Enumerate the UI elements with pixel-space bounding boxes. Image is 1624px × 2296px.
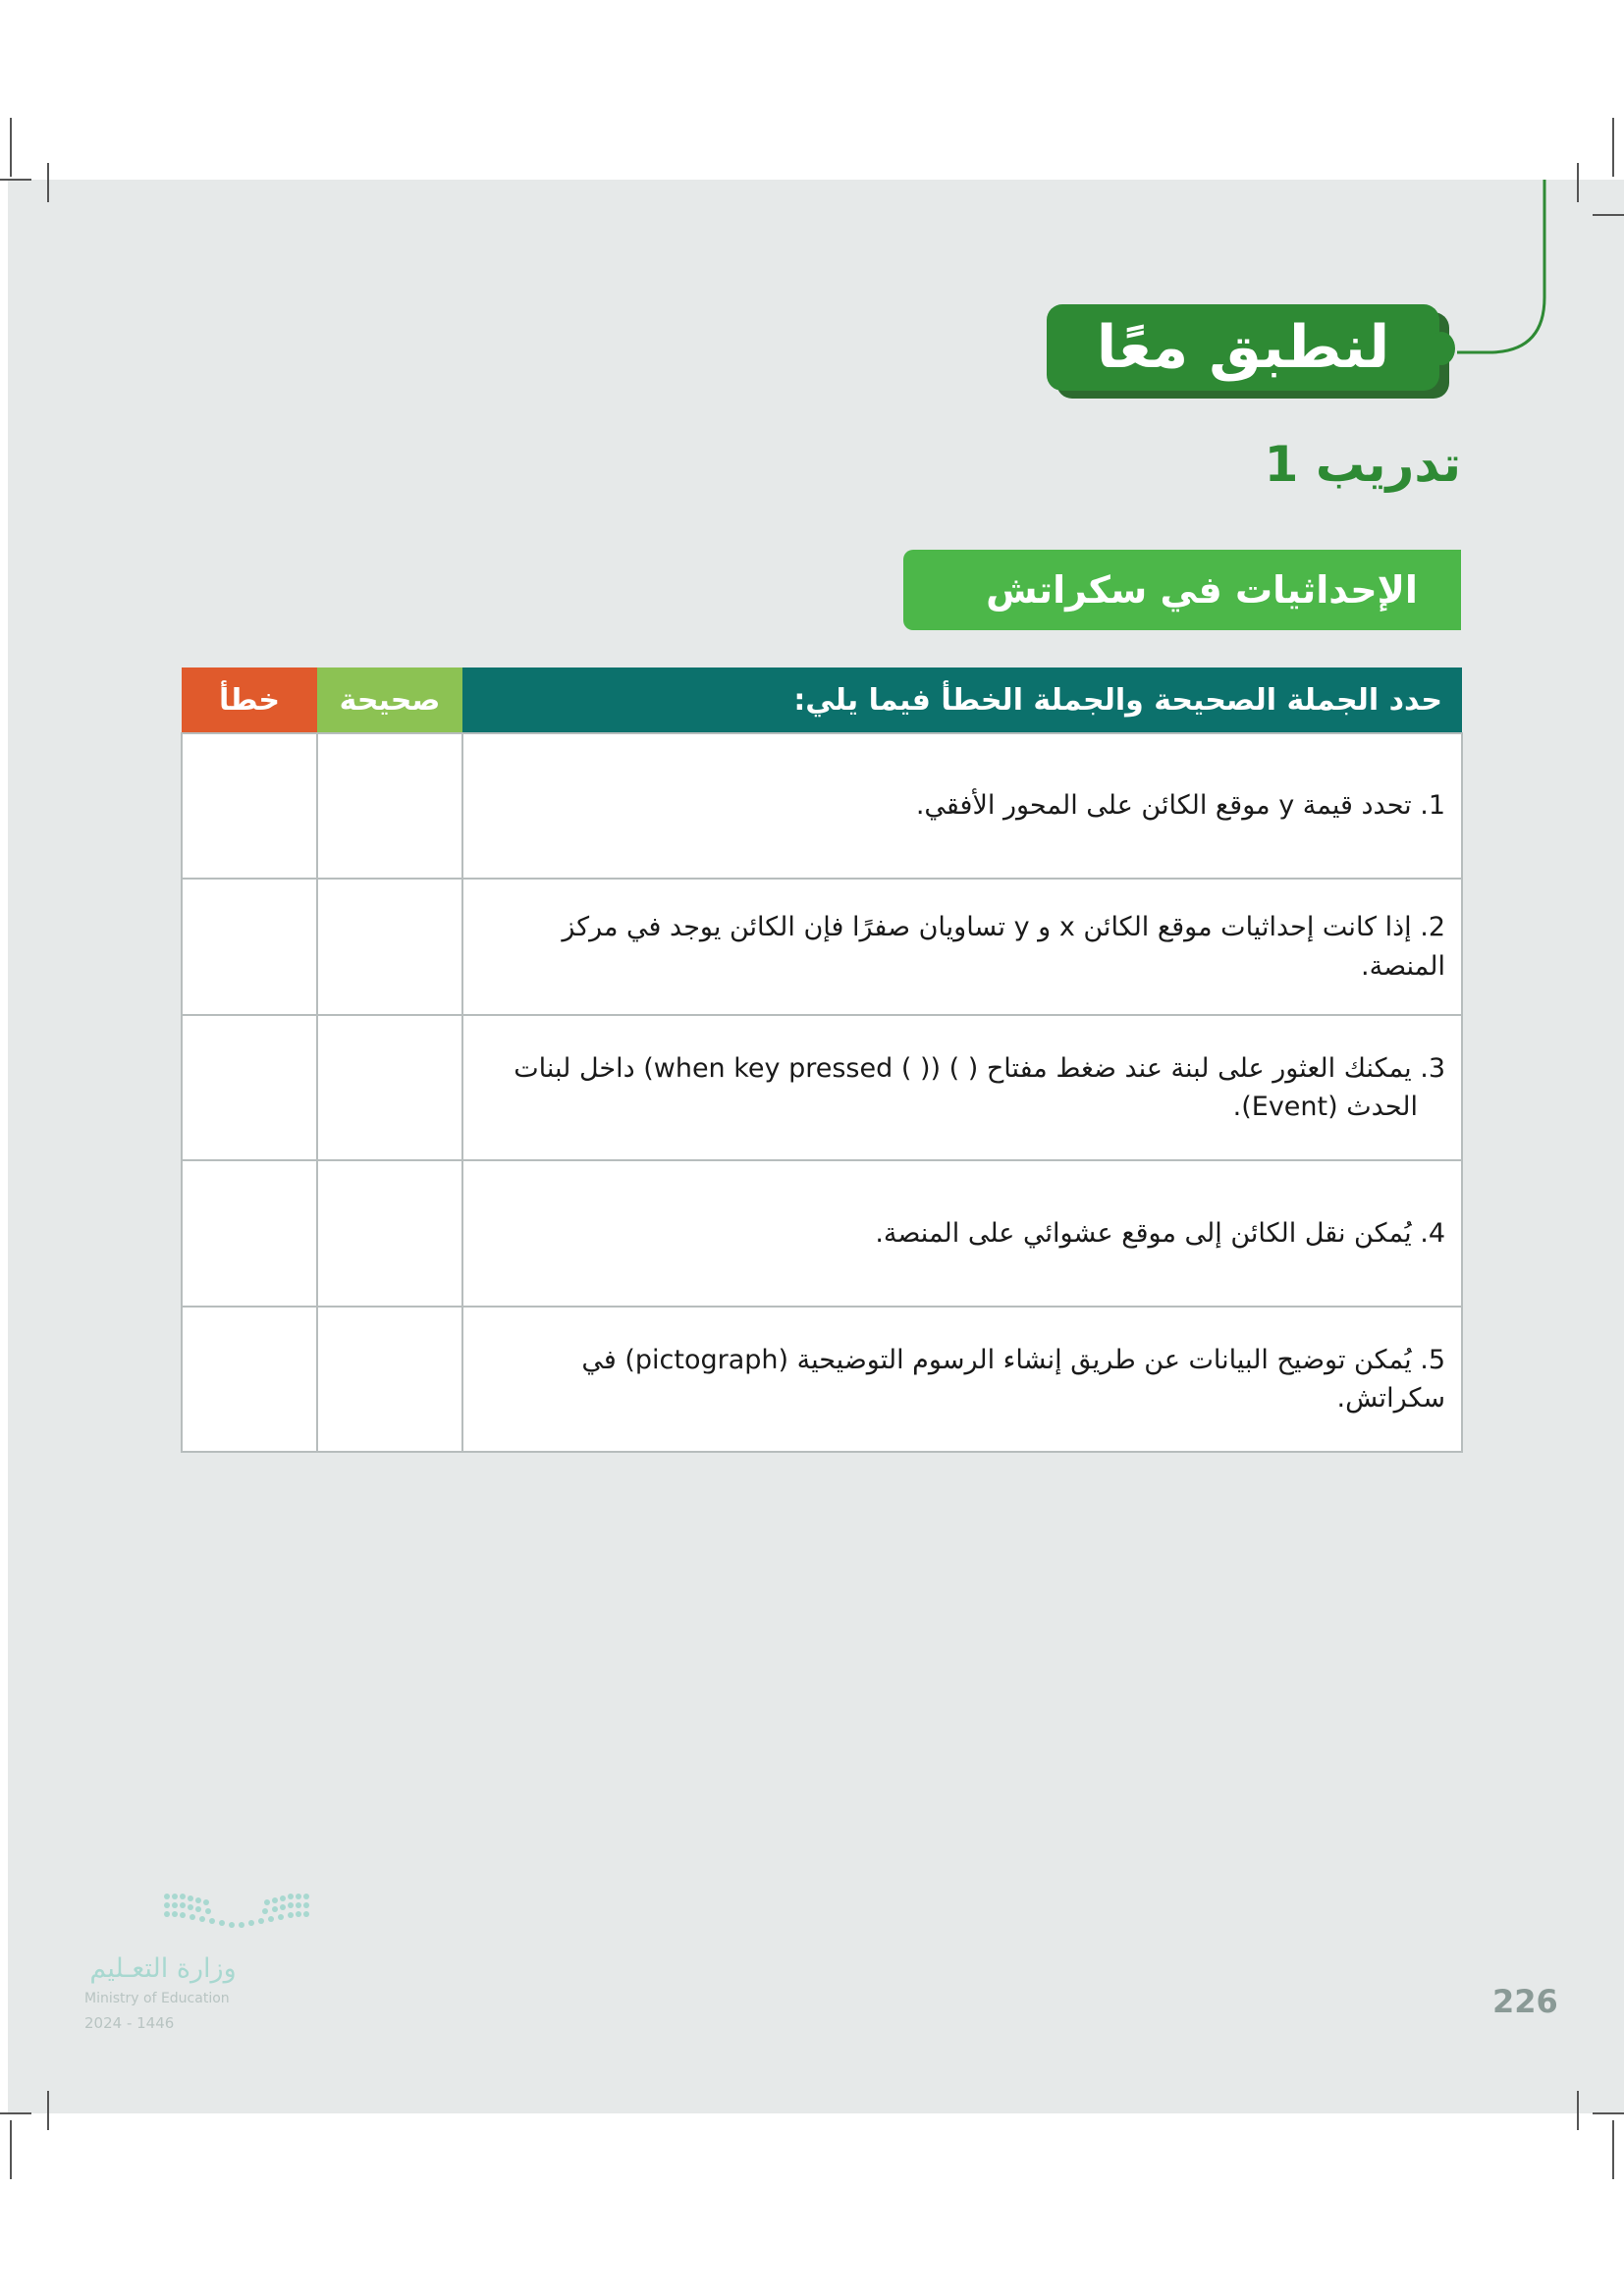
statement-cell [462, 1160, 1462, 1307]
statement-cell [462, 1015, 1462, 1160]
crop-mark [10, 2120, 12, 2179]
true-false-table [181, 667, 1463, 1453]
crop-mark [47, 2091, 49, 2130]
false-answer-cell[interactable] [182, 733, 317, 879]
statement-text: 1. تحدد قيمة y موقع الكائن على المحور الأفقي. [915, 790, 1445, 822]
false-answer-cell[interactable] [182, 879, 317, 1015]
statement-text-continued: الحدث (Event). [1232, 1092, 1418, 1122]
statement-text: 4. يُمكن نقل الكائن إلى موقع عشوائي على المنصة. [875, 1217, 1445, 1249]
table-row [182, 1160, 1462, 1307]
statement-cell [462, 879, 1462, 1015]
header-true: صحيحة [317, 667, 462, 733]
crop-mark [1612, 2120, 1614, 2179]
crop-mark [10, 118, 12, 177]
crop-mark [0, 179, 31, 181]
statement-cell [462, 733, 1462, 879]
banner-knob [1428, 332, 1455, 365]
false-answer-cell[interactable] [182, 1015, 317, 1160]
ministry-dots-icon [161, 1889, 328, 1948]
table-header-row [182, 667, 1462, 733]
true-answer-cell[interactable] [317, 1015, 462, 1160]
table-row [182, 879, 1462, 1015]
table-row [182, 733, 1462, 879]
crop-mark [1593, 2112, 1624, 2114]
true-answer-cell[interactable] [317, 733, 462, 879]
section-title: الإحداثيات في سكراتش [986, 568, 1418, 612]
statement-text: 3. يمكنك العثور على لبنة عند ضغط مفتاح ( ) (( ) when key pressed) داخل لبنات [514, 1052, 1445, 1084]
true-answer-cell[interactable] [317, 1160, 462, 1307]
section-title-pill [903, 550, 1461, 630]
table-row [182, 1015, 1462, 1160]
statement-text: 5. يُمكن توضيح البيانات عن طريق إنشاء الرسوم التوضيحية (pictograph) في سكراتش. [581, 1344, 1445, 1414]
crop-mark [0, 2112, 31, 2114]
statement-text: 2. إذا كانت إحداثيات موقع الكائن x و y تساويان صفرًا فإن الكائن يوجد في مركز المنصة. [562, 912, 1445, 982]
table-row [182, 1307, 1462, 1452]
ministry-name-arabic: وزارة التعـليم [89, 1953, 237, 1984]
crop-mark [1593, 214, 1624, 216]
ministry-logo [84, 1889, 330, 2036]
page-number: 226 [1492, 1983, 1558, 2020]
ministry-name-english: Ministry of Education [84, 1991, 230, 2006]
ministry-year: 2024 - 1446 [84, 2014, 175, 2032]
true-answer-cell[interactable] [317, 1307, 462, 1452]
crop-mark [1577, 2091, 1579, 2130]
true-answer-cell[interactable] [317, 879, 462, 1015]
header-question: حدد الجملة الصحيحة والجملة الخطأ فيما يلي: [462, 667, 1462, 733]
statement-cell [462, 1307, 1462, 1452]
crop-mark [47, 163, 49, 202]
crop-mark [1577, 163, 1579, 202]
exercise-title: تدريب 1 [1264, 436, 1461, 493]
false-answer-cell[interactable] [182, 1160, 317, 1307]
false-answer-cell[interactable] [182, 1307, 317, 1452]
crop-mark [1612, 118, 1614, 177]
banner-title: لنطبق معًا [1047, 304, 1439, 391]
header-false: خطأ [182, 667, 317, 733]
